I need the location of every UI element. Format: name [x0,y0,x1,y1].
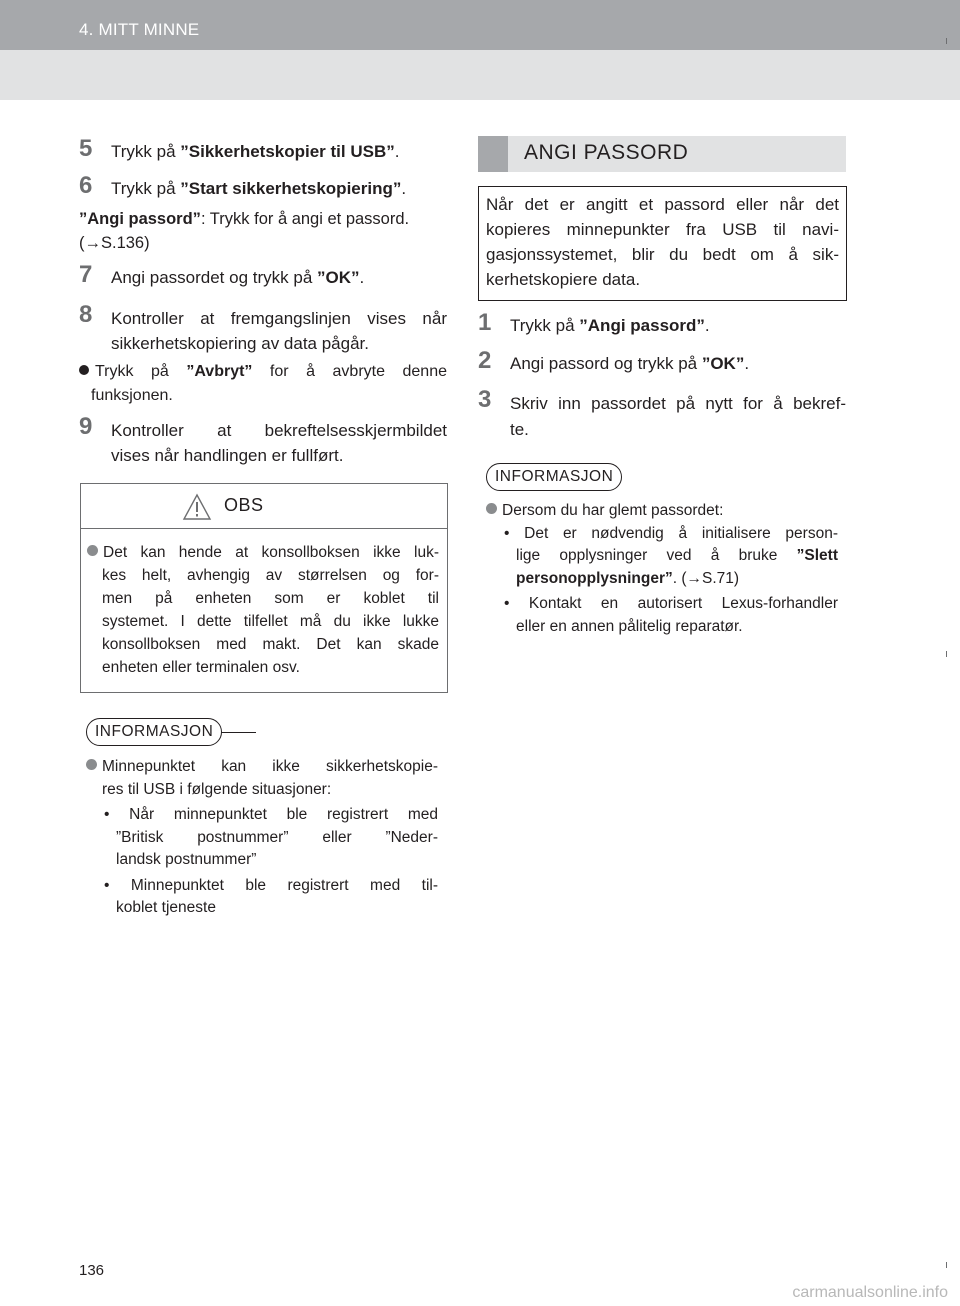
crop-mark [946,38,947,44]
step-text: Trykk på ”Start sikkerhetskopiering”. [111,179,407,198]
step-number: 6 [79,172,93,199]
crop-mark [946,1262,947,1268]
obs-body: Det kan hende at konsollboksen ikke luk- kes helt, avhengig av størrelsen og for- men på enheten som er koblet til systemet. I dette tilfellet må du ikke lukke konsollboksen med makt. Det kan skade enheten eller terminalen osv. [87,541,439,679]
step-number: 3 [478,386,492,413]
intro-text: Når det er angitt et passord eller når det kopieres minnepunkter fra USB til navi- gasjonssystemet, blir du bedt om å sik- kerhetskopiere data. [486,195,839,289]
page-number: 136 [79,1262,105,1279]
crop-mark [946,651,947,657]
info-body-left: Minnepunktet kan ikke sikkerhetskopie- res til USB i følgende situasjoner: • Når minnepunktet ble registrert med ”Britisk postnummer” eller ”Neder- landsk postnummer” • Minnepunktet ble registrert med til- koblet tjeneste [86,756,438,920]
section-title: ANGI PASSORD [524,141,689,164]
bullet-avbryt: Trykk på ”Avbryt” for å avbryte denne funksjonen. [79,360,447,408]
obs-title: OBS [224,495,264,515]
bullet-icon [79,365,89,375]
step-text: Trykk på ”Sikkerhetskopier til USB”. [111,142,400,161]
info-body-right: Dersom du har glemt passordet: • Det er nødvendig å initialisere person- lige opplysninger ved å bruke ”Slett personopplysninger”. (→S.71) • Kontakt en autorisert Lexus-forhandler eller en annen pålitelig reparatør. [486,500,838,638]
step-number: 8 [79,301,93,328]
step-number: 5 [79,135,93,162]
step-number: 7 [79,261,93,288]
obs-header [81,484,447,529]
bullet-icon [87,545,98,556]
section-header [478,136,846,172]
step-text: Trykk på ”Angi passord”. [510,316,710,335]
bullet-icon [86,759,97,770]
chapter-title: 4. MITT MINNE [79,20,200,39]
step-number: 9 [79,413,93,440]
step-number: 1 [478,309,492,336]
step-text: Angi passord og trykk på ”OK”. [510,354,750,373]
step-text: Angi passordet og trykk på ”OK”. [111,268,365,287]
note-angi-passord: ”Angi passord”: Trykk for å angi et passord. (→S.136) [79,210,410,252]
section-marker [478,136,508,172]
obs-box [80,483,448,693]
intro-box [478,186,847,301]
info-label: INFORMASJON [486,463,622,491]
step-number: 2 [478,347,492,374]
bullet-icon [486,503,497,514]
info-label: INFORMASJON [86,718,222,746]
warning-icon [182,493,212,521]
watermark: carmanualsonline.info [792,1284,948,1301]
